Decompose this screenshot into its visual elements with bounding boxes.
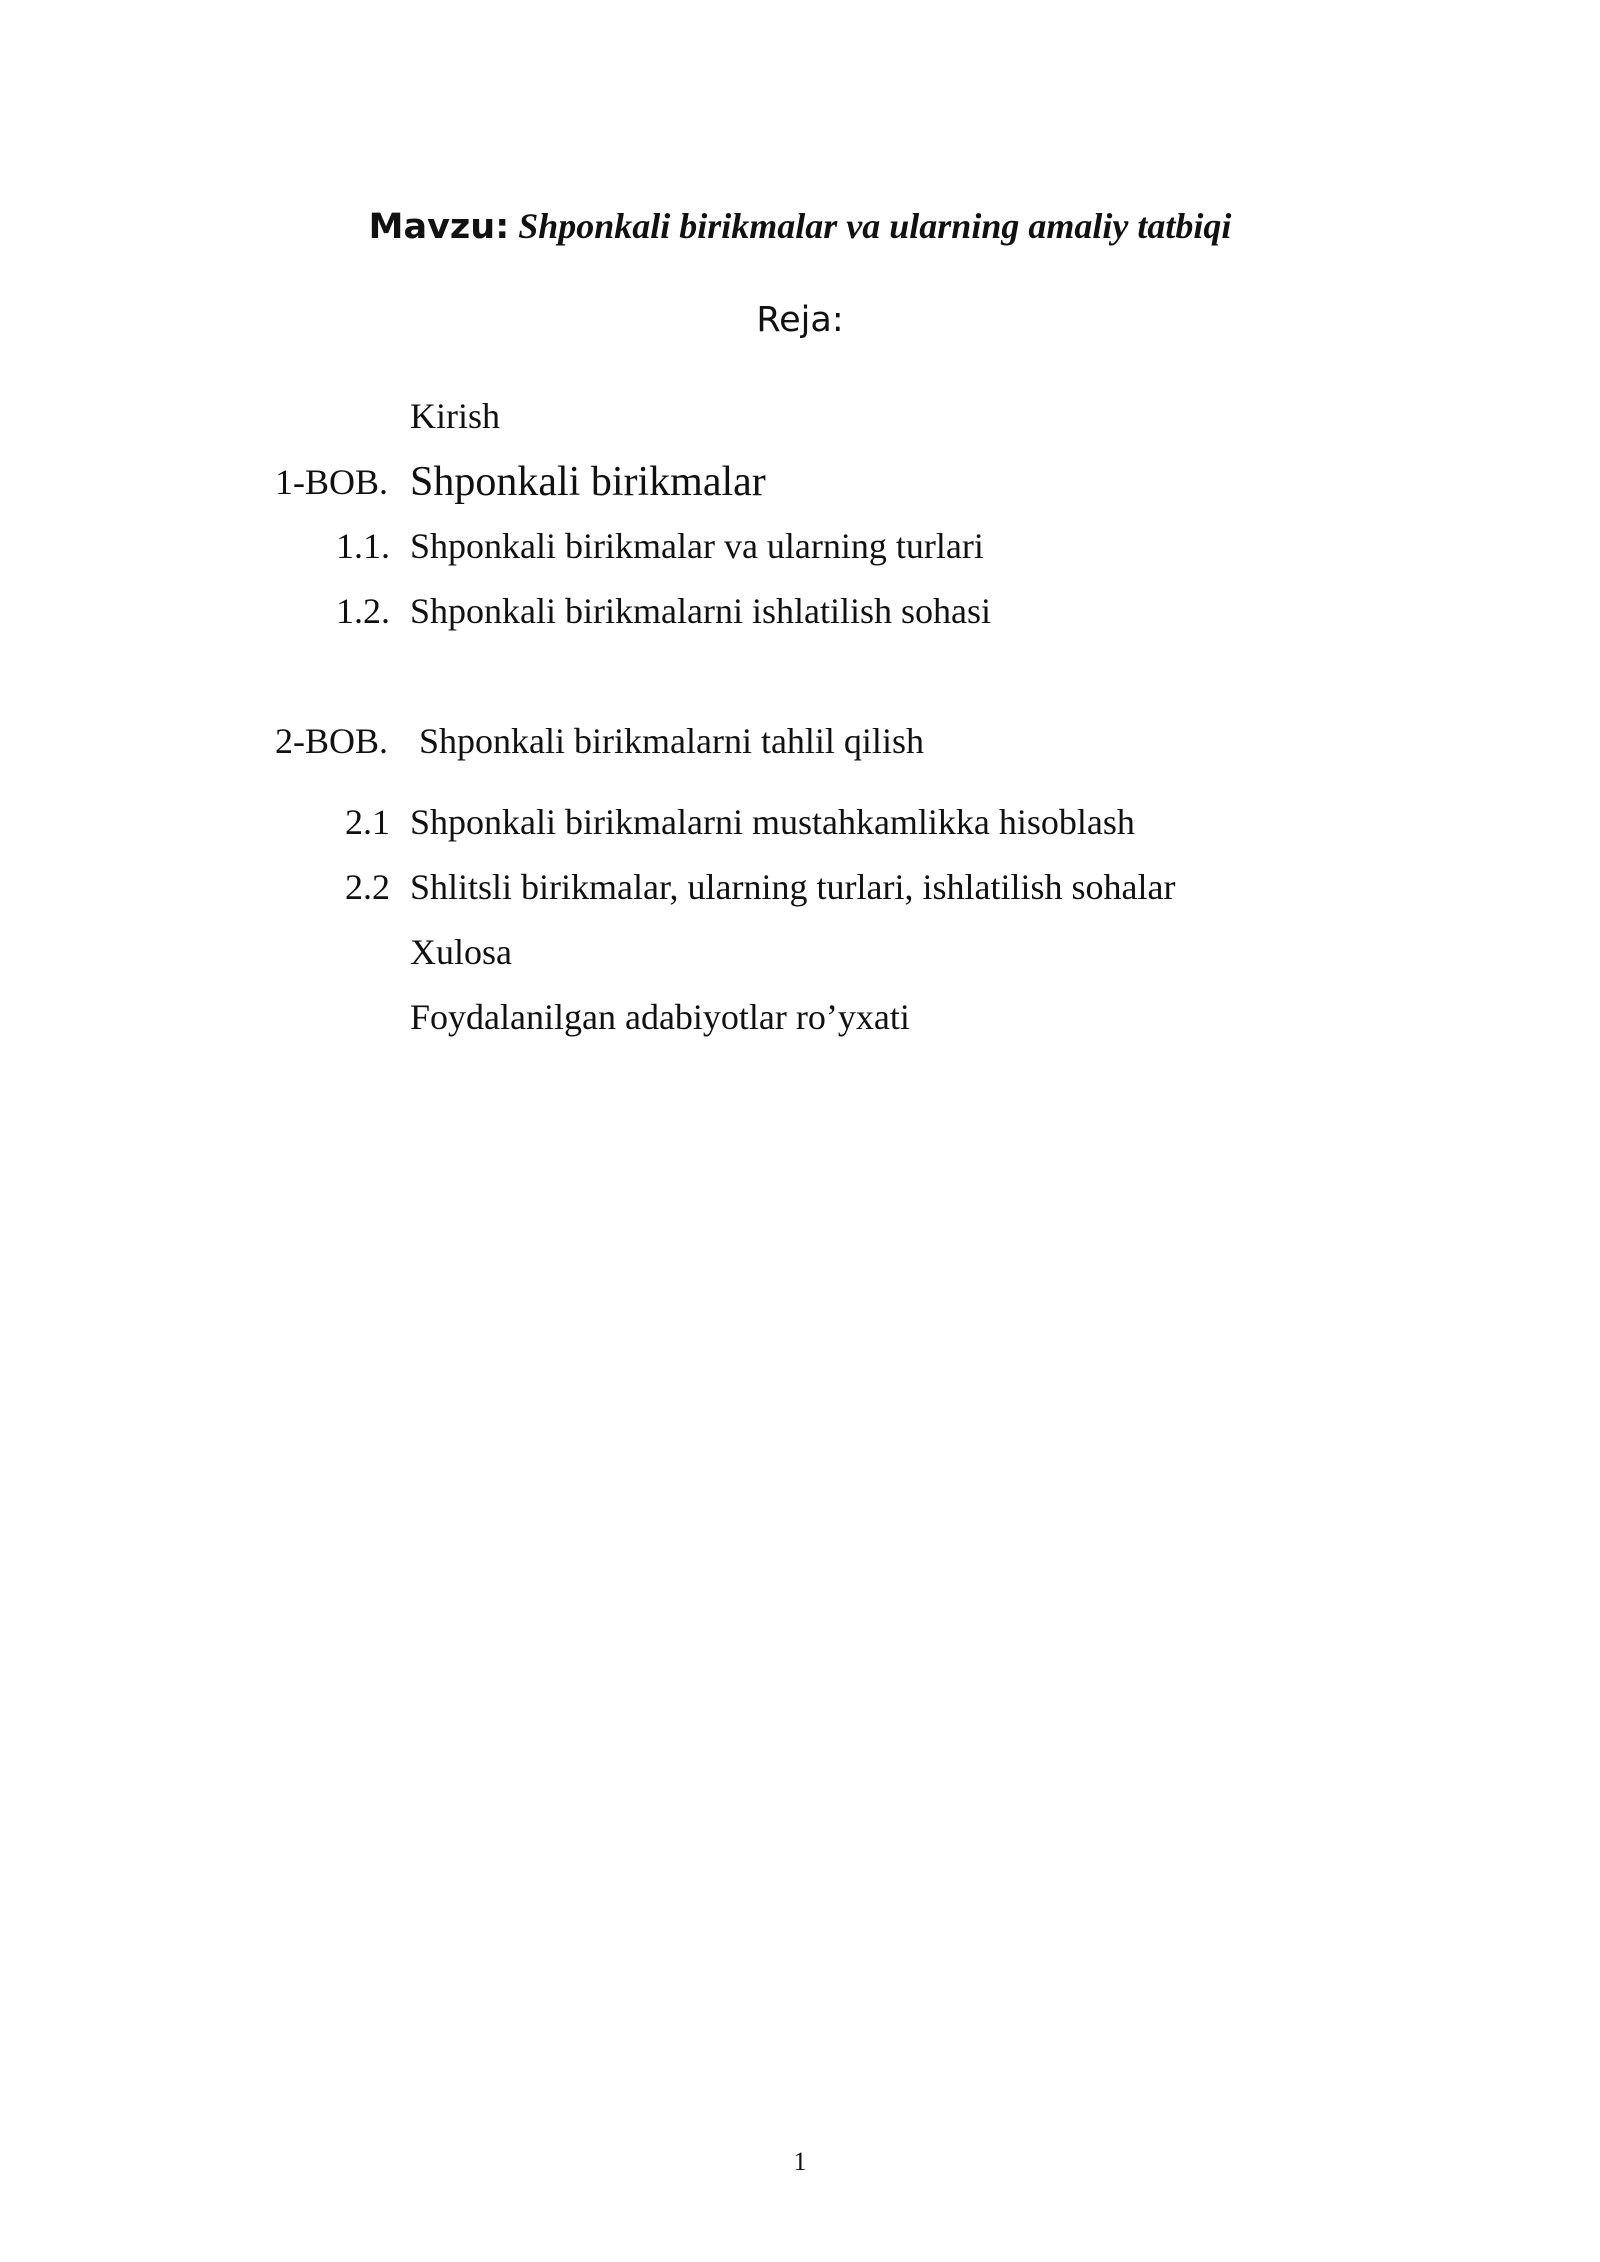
toc-item-conclusion bbox=[0, 922, 1600, 982]
toc-item-text: Xulosa bbox=[410, 932, 512, 972]
toc-item-text: Foydalanilgan adabiyotlar ro’yxati bbox=[410, 997, 910, 1037]
toc-item-number: 1-BOB. bbox=[274, 462, 388, 502]
plan-heading: Reja: bbox=[756, 300, 844, 340]
page-number: 1 bbox=[793, 2147, 807, 2176]
toc-item-number: 1.1. bbox=[336, 526, 390, 566]
toc-chapter-1 bbox=[0, 452, 1600, 512]
toc-item-number: 2.1 bbox=[345, 802, 390, 842]
toc-section-1-2 bbox=[0, 581, 1600, 641]
toc-item-text: Shponkali birikmalar va ularning turlari bbox=[410, 526, 984, 566]
toc-section-1-1 bbox=[0, 516, 1600, 576]
toc-item-number: 2.2 bbox=[345, 867, 390, 907]
toc-section-2-1 bbox=[0, 792, 1600, 852]
toc-item-number: 2-BOB. bbox=[274, 721, 388, 761]
title-label: Mavzu: bbox=[368, 207, 510, 247]
toc-item-text: Kirish bbox=[410, 396, 500, 436]
toc-item-number: 1.2. bbox=[336, 591, 390, 631]
toc-item-text: Shponkali birikmalar bbox=[410, 459, 766, 505]
toc-item-references bbox=[0, 987, 1600, 1047]
toc-item-text: Shponkali birikmalarni ishlatilish sohasi bbox=[410, 591, 991, 631]
toc-item-introduction bbox=[0, 386, 1600, 446]
toc-item-text: Shlitsli birikmalar, ularning turlari, ishlatilish sohalar bbox=[410, 867, 1176, 907]
toc-chapter-2 bbox=[0, 711, 1600, 771]
toc-item-text: Shponkali birikmalarni mustahkamlikka hisoblash bbox=[410, 802, 1135, 842]
document-title bbox=[0, 196, 1600, 257]
toc-item-text: Shponkali birikmalarni tahlil qilish bbox=[419, 721, 924, 761]
toc-section-2-2 bbox=[0, 857, 1600, 917]
title-topic: Shponkali birikmalar va ularning amaliy tatbiqi bbox=[518, 206, 1232, 246]
